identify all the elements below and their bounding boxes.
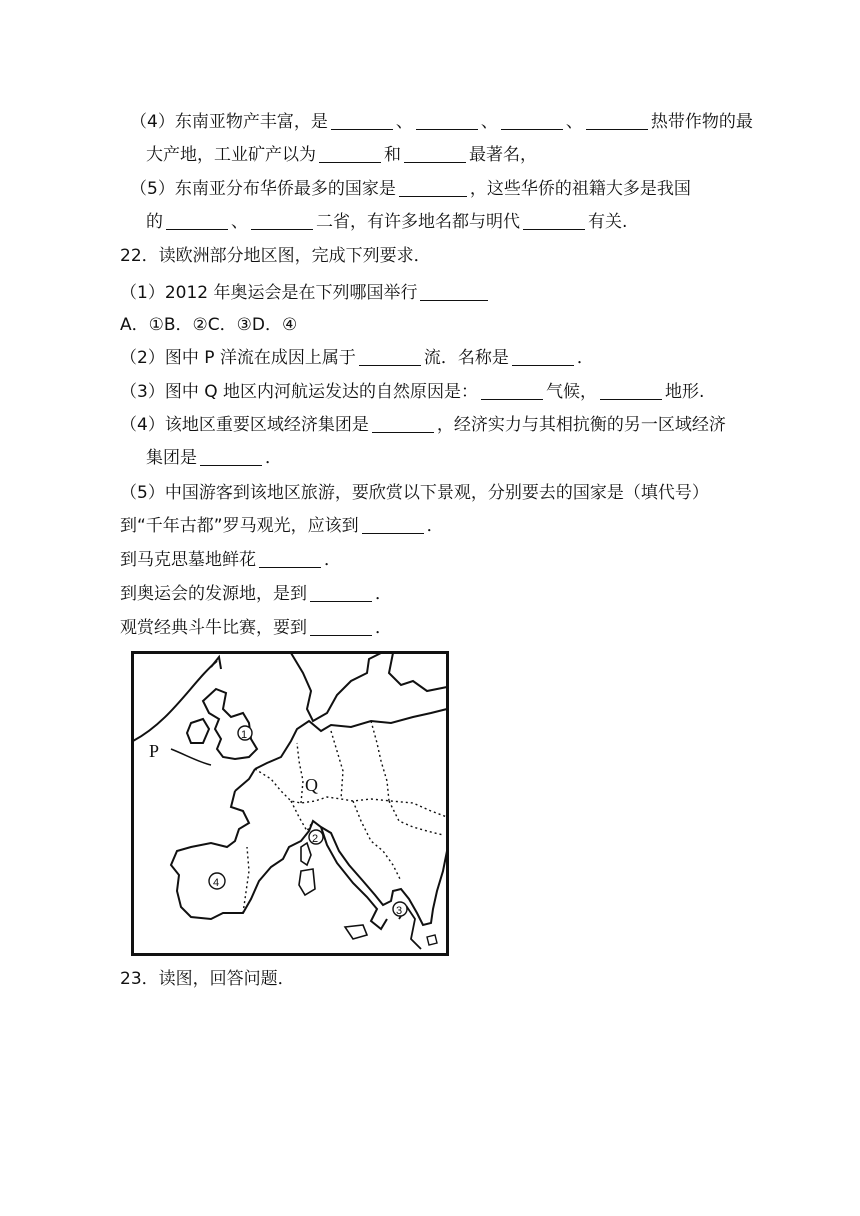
q22-text: 到奥运会的发源地，是到: [120, 584, 307, 604]
q22-scene2: [120, 548, 341, 572]
marker-3-label: 3: [396, 905, 403, 917]
marker-2-label: 2: [312, 833, 319, 845]
q4-text: （4）东南亚物产丰富，是: [130, 112, 328, 132]
q22-text: ．: [375, 618, 392, 638]
answer-blank[interactable]: [404, 161, 466, 163]
q5-line1: [130, 177, 691, 201]
label-q: Q: [305, 775, 318, 795]
q5-text: （5）东南亚分布华侨最多的国家是: [130, 179, 396, 199]
q22-text: 流．名称是: [423, 348, 509, 368]
answer-blank[interactable]: [420, 299, 488, 301]
answer-blank[interactable]: [523, 228, 585, 230]
q5-text: 的: [146, 212, 163, 232]
q22-text: 到马克思墓地鲜花: [120, 550, 256, 570]
answer-blank[interactable]: [359, 364, 421, 366]
q22-text: 到“千年古都”罗马观光，应该到: [120, 516, 359, 536]
q22-scene3: [120, 582, 392, 606]
q22-scene1: [120, 514, 444, 538]
answer-blank[interactable]: [372, 431, 434, 433]
q22-part2: [120, 346, 594, 370]
q22-part4: [120, 413, 726, 437]
island: [427, 935, 437, 945]
label-p: P: [149, 741, 160, 761]
marker-1-label: 1: [241, 729, 248, 741]
q22-text: 集团是: [146, 448, 197, 468]
answer-blank[interactable]: [600, 398, 662, 400]
q22-text: （2）图中 P 洋流在成因上属于: [120, 348, 356, 368]
q5-text: 、: [231, 212, 248, 232]
answer-blank[interactable]: [501, 128, 563, 130]
q22-part4-line2: [146, 446, 282, 470]
q22-text: 气候，: [546, 382, 598, 402]
q22-text: ．: [324, 550, 341, 570]
q5-line2: [146, 210, 627, 234]
q22-scene4: [120, 616, 392, 640]
q5-text: 二省，有许多地名都与明代: [316, 212, 520, 232]
answer-blank[interactable]: [586, 128, 648, 130]
q22-heading: 22．读欧洲部分地区图，完成下列要求．: [120, 246, 431, 266]
q4-text: 大产地，工业矿产以为: [146, 145, 316, 165]
answer-blank[interactable]: [331, 128, 393, 130]
answer-blank[interactable]: [166, 228, 228, 230]
q22-text: （3）图中 Q 地区内河航运发达的自然原因是：: [120, 382, 479, 402]
answer-blank[interactable]: [416, 128, 478, 130]
q4-text: 最著名，: [469, 145, 537, 165]
q22-part5: （5）中国游客到该地区旅游，要欣赏以下景观，分别要去的国家是（填代号）: [120, 483, 709, 503]
q22-text: （4）该地区重要区域经济集团是: [120, 415, 369, 435]
q4-line1: [130, 110, 753, 134]
europe-map: [131, 651, 449, 956]
q22-text: ．: [265, 448, 282, 468]
q5-text: ，这些华侨的祖籍大多是我国: [469, 179, 691, 199]
q22-text: ．: [576, 348, 594, 368]
answer-blank[interactable]: [362, 532, 424, 534]
answer-blank[interactable]: [481, 398, 543, 400]
answer-blank[interactable]: [310, 600, 372, 602]
separator: 、: [565, 112, 583, 132]
answer-blank[interactable]: [399, 195, 467, 197]
answer-blank[interactable]: [259, 566, 321, 568]
q22-text: ．: [426, 516, 444, 536]
q22-text: 观赏经典斗牛比赛，要到: [120, 618, 307, 638]
q5-text: 有关.: [588, 212, 628, 232]
answer-blank[interactable]: [310, 634, 372, 636]
answer-blank[interactable]: [200, 464, 262, 466]
marker-4-label: 4: [213, 877, 220, 889]
q22-text: （1）2012 年奥运会是在下列哪国举行: [120, 283, 418, 303]
q22-text: 地形.: [665, 382, 705, 402]
q22-options: A．①B．②C．③D．④: [120, 315, 298, 335]
q4-text: 和: [384, 145, 401, 165]
answer-blank[interactable]: [512, 364, 574, 366]
q22-part1: [120, 281, 491, 305]
answer-blank[interactable]: [251, 228, 313, 230]
q22-part3: [120, 380, 704, 404]
separator: 、: [395, 112, 413, 132]
q4-text: 热带作物的最: [650, 112, 753, 132]
q22-text: ．: [375, 584, 392, 604]
separator: 、: [480, 112, 498, 132]
q22-text: ，经济实力与其相抗衡的另一区域经济: [436, 415, 726, 435]
answer-blank[interactable]: [319, 161, 381, 163]
q23-heading: 23．读图，回答问题．: [120, 969, 295, 989]
q4-line2: [146, 143, 537, 167]
